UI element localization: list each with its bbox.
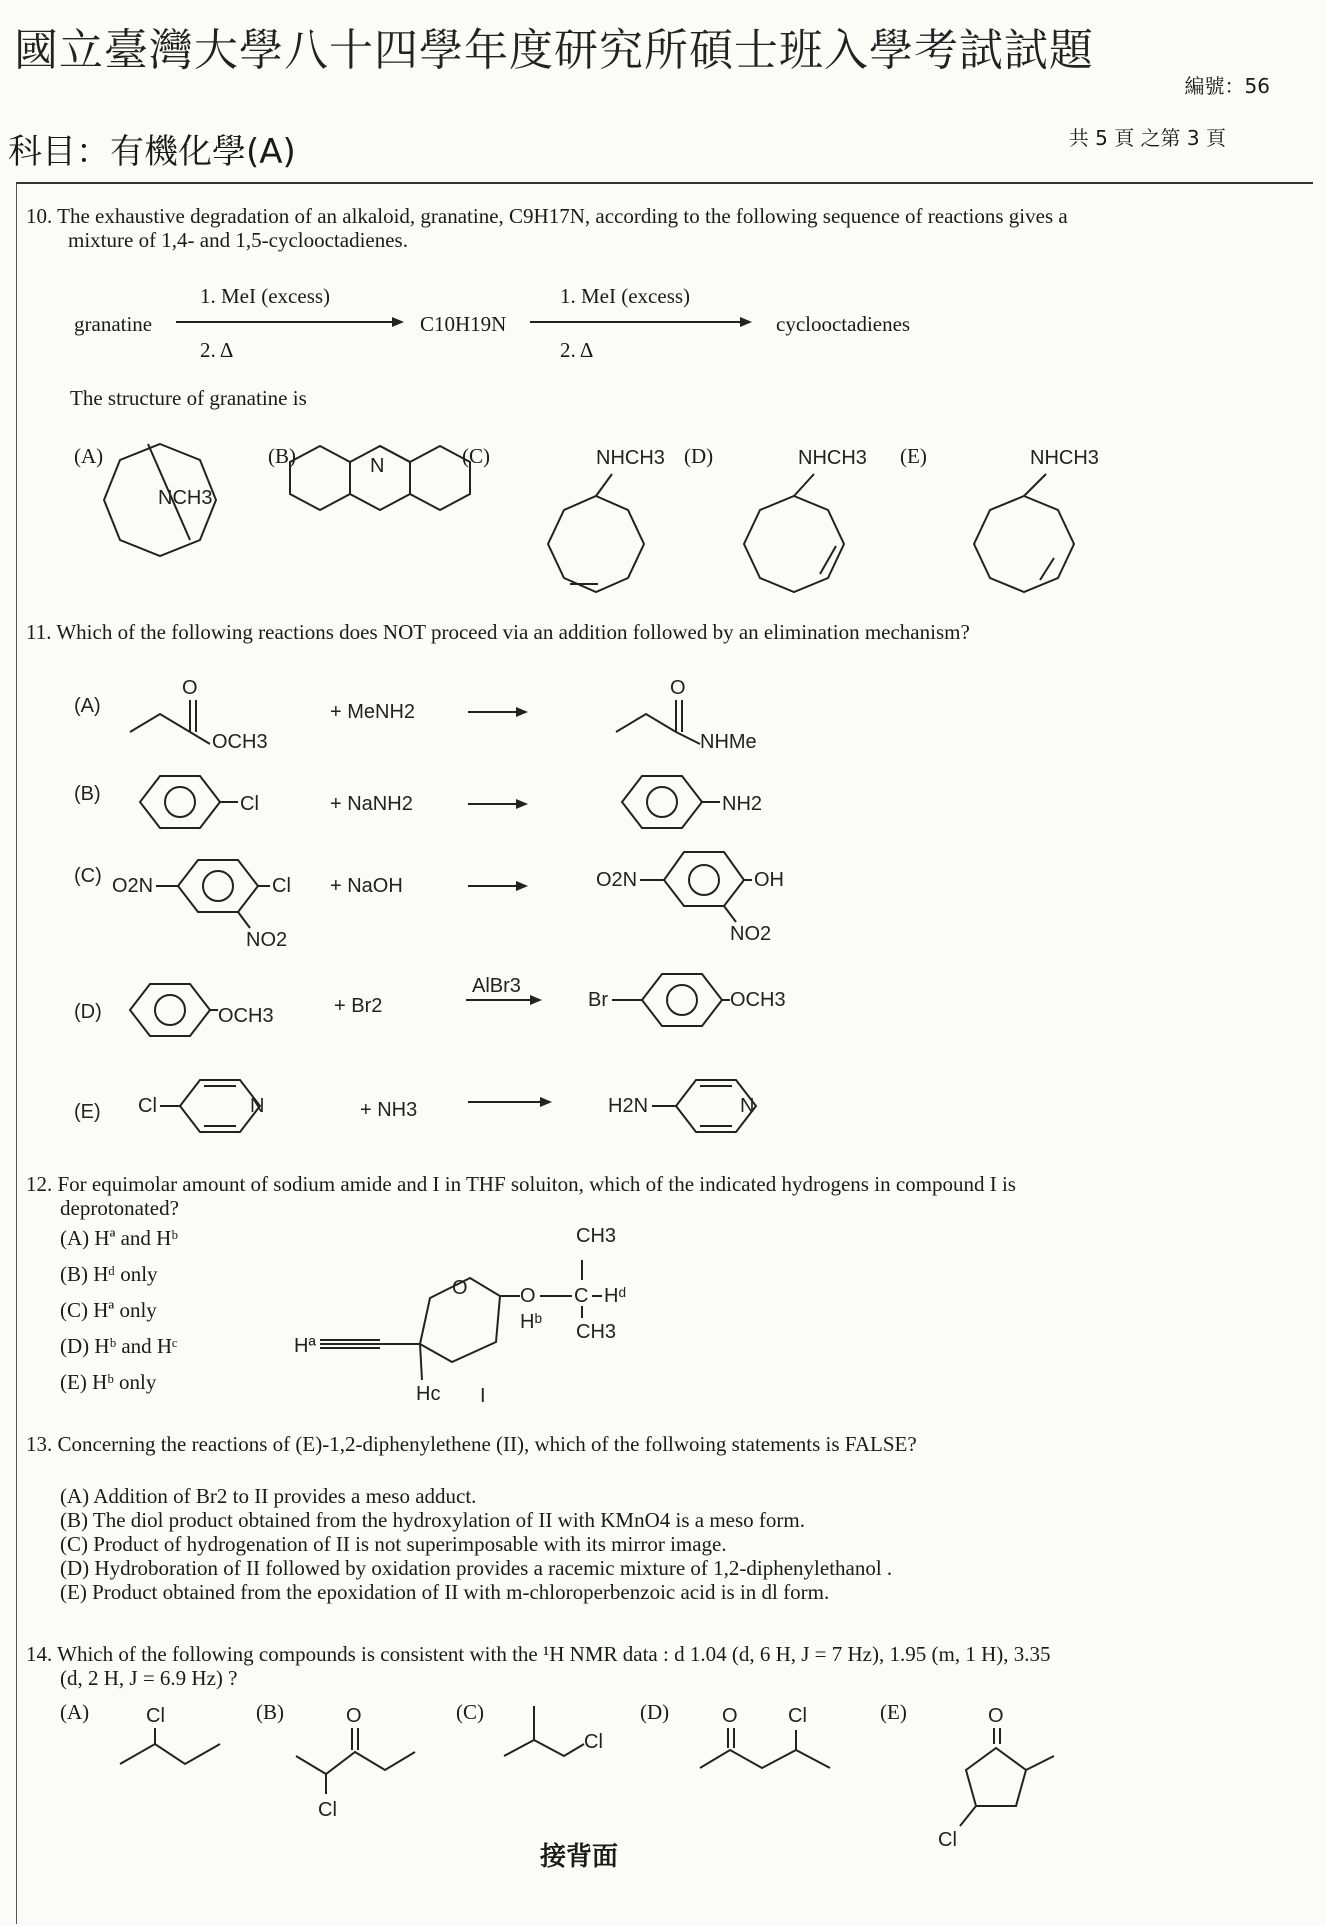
q10e-nhch3-label: NHCH3: [1030, 447, 1099, 469]
q12-ring-o-label: O: [452, 1277, 468, 1299]
exam-code: 編號：56: [1184, 74, 1270, 98]
q11-row-a-product: NHMe: [700, 731, 757, 753]
q14e-cl: Cl: [938, 1829, 957, 1851]
q14b-o: O: [346, 1705, 362, 1727]
q14-stem-line1: 14. Which of the following compounds is consistent with the ¹H NMR data : d 1.04 (d, 6 H, J = 7 Hz), 1.95 (m, 1 H), 3.35: [26, 1642, 1051, 1666]
q10-step1-bottom: 2. Δ: [200, 338, 234, 362]
svg-text:OCH3: OCH3: [730, 989, 786, 1011]
q11-row-d-reactant: OCH3: [218, 1005, 274, 1027]
q10a-nch3-label: NCH3: [158, 487, 213, 509]
q13-option-b: (B) The diol product obtained from the hydroxylation of II with KMnO4 is a meso form.: [60, 1508, 805, 1532]
q10-start-material: granatine: [74, 312, 153, 336]
q10-product: cyclooctadienes: [776, 312, 911, 336]
svg-text:O2N: O2N: [596, 869, 638, 891]
svg-text:O: O: [520, 1285, 536, 1307]
q10d-nhch3-label: NHCH3: [798, 447, 867, 469]
q12-option-c: (C) Hª only: [60, 1298, 157, 1322]
q12-ch3-top-label: CH3: [576, 1225, 617, 1247]
q11-row-d-label: (D): [74, 1001, 102, 1023]
svg-text:NO2: NO2: [730, 923, 772, 945]
page-count: 共 5 頁 之第 3 頁: [1068, 126, 1226, 150]
q10-option-d: (D): [684, 444, 714, 468]
q14e-o: O: [988, 1705, 1004, 1727]
q11-row-d-over-arrow: AlBr3: [472, 975, 521, 997]
q14d-cl: Cl: [788, 1705, 807, 1727]
q10-option-b: (B): [268, 444, 296, 468]
q12-hd-label: Hᵈ: [604, 1285, 626, 1307]
q12-option-b: (B) Hᵈ only: [60, 1262, 158, 1286]
q14-option-c: (C): [456, 1700, 484, 1724]
svg-text:N: N: [250, 1095, 265, 1117]
exam-subject: 科目：有機化學(A): [8, 132, 296, 172]
q13-option-d: (D) Hydroboration of II followed by oxidation provides a racemic mixture of 1,2-diphenylethanol .: [60, 1556, 893, 1580]
q14a-cl: Cl: [146, 1705, 165, 1727]
q11-row-b-label: (B): [74, 783, 101, 805]
q10b-n-label: N: [370, 455, 385, 477]
q11-row-c-reagent: + NaOH: [330, 875, 403, 897]
svg-text:Cl: Cl: [272, 875, 291, 897]
q11-row-e-reagent: + NH3: [360, 1099, 418, 1121]
q10-stem-line2: mixture of 1,4- and 1,5-cyclooctadienes.: [68, 228, 408, 252]
q10-option-e: (E): [900, 444, 927, 468]
svg-text:O: O: [670, 677, 686, 699]
q12-ha-label: Hª: [294, 1335, 316, 1357]
q14-option-b: (B): [256, 1700, 284, 1724]
svg-text:NO2: NO2: [246, 929, 288, 951]
q14b-cl: Cl: [318, 1799, 337, 1821]
q12-ch3-bottom-label: CH3: [576, 1321, 617, 1343]
q14-option-d: (D): [640, 1700, 670, 1724]
svg-text:N: N: [740, 1095, 755, 1117]
q11-row-d-reagent: + Br2: [334, 995, 383, 1017]
q10-intermediate: C10H19N: [420, 312, 507, 336]
q12-option-d: (D) Hᵇ and Hᶜ: [60, 1334, 178, 1358]
q11-row-a-label: (A): [74, 695, 101, 717]
q11-row-a-reagent: + MeNH2: [330, 701, 416, 723]
q10c-nhch3-label: NHCH3: [596, 447, 665, 469]
q12-stem-line1: 12. For equimolar amount of sodium amide and I in THF soluiton, which of the indicated hydrogens in compound I is: [26, 1172, 1016, 1196]
q11-row-b-product: NH2: [722, 793, 763, 815]
q11-row-c-label: (C): [74, 865, 102, 887]
svg-text:Br: Br: [588, 989, 608, 1011]
q11-stem: 11. Which of the following reactions does NOT proceed via an addition followed by an elimination mechanism?: [26, 620, 970, 644]
q11-row-e-label: (E): [74, 1101, 101, 1123]
q10-option-c: (C): [462, 444, 490, 468]
turn-over-note: 接背面: [540, 1842, 619, 1872]
q10-stem-line1: 10. The exhaustive degradation of an alkaloid, granatine, C9H17N, according to the following sequence of reactions gives a: [26, 204, 1068, 228]
svg-text:Cl: Cl: [138, 1095, 157, 1117]
svg-text:OH: OH: [754, 869, 784, 891]
q14-stem-line2: (d, 2 H, J = 6.9 Hz) ?: [60, 1666, 238, 1690]
svg-text:H2N: H2N: [608, 1095, 649, 1117]
q13-option-c: (C) Product of hydrogenation of II is not superimposable with its mirror image.: [60, 1532, 727, 1556]
q10-option-a: (A): [74, 444, 104, 468]
q14-option-e: (E): [880, 1700, 907, 1724]
q10-step1-top: 1. MeI (excess): [200, 284, 331, 308]
q11-row-a-reactant: OCH3: [212, 731, 268, 753]
q14-option-a: (A): [60, 1700, 90, 1724]
q10-prompt: The structure of granatine is: [70, 386, 307, 410]
q13-option-e: (E) Product obtained from the epoxidation of II with m-chloroperbenzoic acid is in dl form.: [60, 1580, 830, 1604]
q12-hb-label: Hᵇ: [520, 1311, 542, 1333]
q12-stem-line2: deprotonated?: [60, 1196, 179, 1220]
q12-hc-label: Hc: [416, 1383, 441, 1405]
q12-option-a: (A) Hª and Hᵇ: [60, 1226, 178, 1250]
q11-row-b-reactant: Cl: [240, 793, 259, 815]
q12-option-e: (E) Hᵇ only: [60, 1370, 157, 1394]
q11-row-b-reagent: + NaNH2: [330, 793, 413, 815]
q10-step2-bottom: 2. Δ: [560, 338, 594, 362]
q12-compound-label: I: [480, 1385, 486, 1407]
q14c-cl: Cl: [584, 1731, 603, 1753]
svg-text:O2N: O2N: [112, 875, 154, 897]
svg-text:O: O: [182, 677, 198, 699]
q14d-o: O: [722, 1705, 738, 1727]
q13-stem: 13. Concerning the reactions of (E)-1,2-diphenylethene (II), which of the follwoing statements is FALSE?: [26, 1432, 917, 1456]
q13-option-a: (A) Addition of Br2 to II provides a meso adduct.: [60, 1484, 477, 1508]
svg-text:C: C: [574, 1285, 589, 1307]
exam-title: 國立臺灣大學八十四學年度研究所碩士班入學考試試題: [14, 25, 1094, 76]
q10-step2-top: 1. MeI (excess): [560, 284, 691, 308]
